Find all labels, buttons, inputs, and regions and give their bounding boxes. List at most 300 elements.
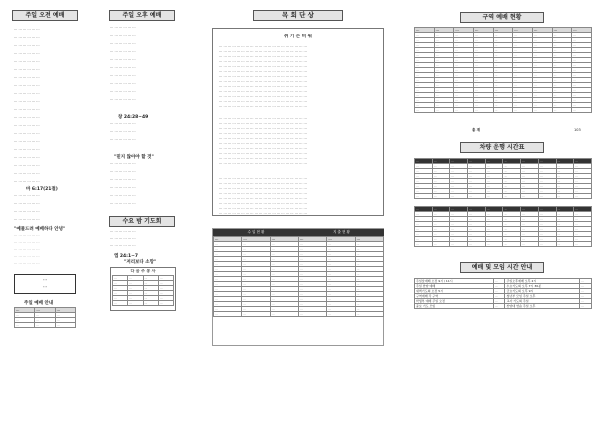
table-cell: ··· <box>493 68 513 73</box>
column-text-line: ··· ··· ··· ··· ··· ··· ··· ··· ··· ··· ··· ··· ··· ··· ··· ··· ··· ··· ··· ··· <box>219 75 307 79</box>
meeting-time: ··· <box>580 299 592 304</box>
table-cell: ··· <box>214 277 242 282</box>
column-text-line: ··· ··· ··· ··· ··· ··· ··· ··· ··· ··· ··· ··· ··· ··· ··· ··· ··· ··· ··· ··· <box>219 177 307 181</box>
table-cell: ··· <box>454 48 474 53</box>
table-cell: ··· <box>552 93 572 98</box>
table-cell: ··· <box>532 98 552 103</box>
meeting-name: 금요기도회 오후 9시 <box>505 289 580 294</box>
table-cell: ··· <box>574 164 592 169</box>
text-line: ··· ··· ··· ··· ··· ··· <box>14 28 40 32</box>
text-line: ··· ··· ··· ··· ··· ··· <box>14 132 40 136</box>
meeting-name: 주일낮예배 오전 9시 / 11시 <box>415 279 494 284</box>
text-line: ··· ··· ··· ··· ··· ··· <box>14 241 40 245</box>
table-cell: ··· <box>242 267 270 272</box>
table-cell: ··· <box>270 257 298 262</box>
table-cell: ··· <box>513 48 533 53</box>
table-cell: ··· <box>415 53 435 58</box>
table-cell: ··· <box>454 43 474 48</box>
column-text-line: ··· ··· ··· ··· ··· ··· ··· ··· ··· ··· ··· ··· ··· ··· ··· ··· ··· ··· ··· ··· <box>219 132 307 136</box>
table-cell: ··· <box>450 232 468 237</box>
text-line: ··· ··· ··· ··· ··· ··· <box>14 218 40 222</box>
table-cell: ··· <box>454 108 474 113</box>
table-cell: ··· <box>327 272 355 277</box>
table-cell: ··· <box>450 159 468 164</box>
table-cell: ··· <box>521 242 539 247</box>
text-line: ··· ··· ··· ··· ··· ··· <box>14 262 40 266</box>
table-cell: ··· <box>242 272 270 277</box>
table-cell: ··· <box>473 63 493 68</box>
meeting-times-header: 예배 및 모임 시간 안내 <box>460 262 544 273</box>
table-cell: ··· <box>450 184 468 189</box>
table-cell: ··· <box>434 53 454 58</box>
table-cell: ··· <box>556 169 574 174</box>
table-cell: ··· <box>214 282 242 287</box>
table-cell: ··· <box>503 164 521 169</box>
column-text-line: ··· ··· ··· ··· ··· ··· ··· ··· ··· ··· ··· ··· ··· ··· ··· ··· ··· ··· ··· ··· <box>219 117 307 121</box>
text-line: ··· ··· ··· ··· ··· ··· <box>110 74 136 78</box>
table-cell: ··· <box>485 164 503 169</box>
table-cell: ··· <box>242 312 270 317</box>
table-cell: ··· <box>485 194 503 199</box>
vehicle-schedule-header: 차량 운행 시간표 <box>460 142 544 153</box>
table-cell: ··· <box>450 242 468 247</box>
table-cell: ··· <box>242 292 270 297</box>
table-cell: ··· <box>503 179 521 184</box>
table-cell: ··· <box>532 88 552 93</box>
table-cell: ··· <box>552 28 572 33</box>
table-cell: ··· <box>493 43 513 48</box>
table-cell: ··· <box>415 189 433 194</box>
text-line: ··· ··· ··· ··· ··· ··· <box>14 248 40 252</box>
table-cell: ··· <box>113 281 128 286</box>
table-cell: ··· <box>556 159 574 164</box>
text-line: ··· ··· ··· ··· ··· ··· <box>14 202 40 206</box>
table-cell: ··· <box>415 217 433 222</box>
table-cell: ··· <box>521 179 539 184</box>
table-cell: ··· <box>521 207 539 212</box>
table-cell: ··· <box>521 222 539 227</box>
table-cell: ··· <box>415 48 435 53</box>
meeting-name: 찬양대 연습 주일 오후 <box>505 304 580 309</box>
table-cell: ··· <box>214 297 242 302</box>
table-cell: ··· <box>574 232 592 237</box>
table-cell: ··· <box>503 189 521 194</box>
table-cell: ··· <box>473 38 493 43</box>
table-cell: ··· <box>415 242 433 247</box>
table-cell: ··· <box>572 78 592 83</box>
wednesday-scripture: 엡 24:1~7 <box>114 254 139 259</box>
table-cell: ··· <box>113 301 128 306</box>
table-cell: ··· <box>270 272 298 277</box>
sunday-service-times-box <box>14 274 76 294</box>
table-cell: ··· <box>242 282 270 287</box>
table-cell: ··· <box>214 272 242 277</box>
table-cell: ··· <box>158 281 173 286</box>
table-cell: ··· <box>468 179 486 184</box>
table-cell: ··· <box>493 83 513 88</box>
meeting-name: 수요기도회 오후 7시 30분 <box>505 284 580 289</box>
table-cell: ··· <box>450 169 468 174</box>
table-cell: ··· <box>434 38 454 43</box>
table-cell: ··· <box>327 247 355 252</box>
table-cell: ··· <box>572 33 592 38</box>
table-cell: ··· <box>513 38 533 43</box>
column-text-line: ··· ··· ··· ··· ··· ··· ··· ··· ··· ··· ··· ··· ··· ··· ··· ··· ··· ··· ··· ··· <box>219 105 307 109</box>
table-cell: ··· <box>556 212 574 217</box>
column-text-line: ··· ··· ··· ··· ··· ··· ··· ··· ··· ··· ··· ··· ··· ··· ··· ··· ··· ··· ··· ··· <box>219 122 307 126</box>
table-cell: ··· <box>242 287 270 292</box>
pastor-column-box <box>212 28 384 216</box>
table-cell: ··· <box>532 108 552 113</box>
table-cell: ··· <box>513 68 533 73</box>
table-cell: ··· <box>556 189 574 194</box>
table-cell: ··· <box>473 108 493 113</box>
meeting-name: 청년부 모임 주일 오후 <box>505 294 580 299</box>
column-text-line: ··· ··· ··· ··· ··· ··· ··· ··· ··· ··· ··· ··· ··· ··· ··· ··· ··· ··· ··· ··· <box>219 192 307 196</box>
table-cell: ··· <box>556 237 574 242</box>
table-cell: ··· <box>432 159 450 164</box>
sunday-afternoon-sermon-title: "믿지 않아야 할 것" <box>114 155 154 160</box>
table-cell: ··· <box>327 282 355 287</box>
table-cell: ··· <box>468 212 486 217</box>
table-cell: ··· <box>415 38 435 43</box>
table-cell: ··· <box>574 227 592 232</box>
table-cell: ··· <box>113 291 128 296</box>
table-cell: ··· <box>298 247 326 252</box>
table-cell: ··· <box>521 227 539 232</box>
table-cell: ··· <box>532 58 552 63</box>
table-cell: ··· <box>538 237 556 242</box>
text-line: ··· ··· ··· ··· ··· ··· <box>110 237 136 241</box>
text-line: ··· ··· ··· ··· ··· ··· <box>110 194 136 198</box>
table-cell: ··· <box>552 68 572 73</box>
table-cell: ··· <box>503 222 521 227</box>
table-cell: ··· <box>552 103 572 108</box>
text-line: ··· ··· ··· ··· ··· ··· <box>14 172 40 176</box>
table-cell: ··· <box>538 169 556 174</box>
table-cell: ··· <box>454 83 474 88</box>
table-cell: ··· <box>473 43 493 48</box>
table-cell: ··· <box>15 308 35 313</box>
table-cell: ··· <box>242 257 270 262</box>
table-cell: ··· <box>538 194 556 199</box>
table-cell: ··· <box>355 297 383 302</box>
table-cell: ··· <box>468 232 486 237</box>
table-cell: ··· <box>513 33 533 38</box>
table-cell: ··· <box>327 262 355 267</box>
text-line: ··· ··· ··· ··· ··· ··· <box>14 210 40 214</box>
table-cell: ··· <box>415 169 433 174</box>
table-cell: ··· <box>242 307 270 312</box>
table-cell: ··· <box>521 184 539 189</box>
table-cell: ··· <box>572 28 592 33</box>
table-cell: ··· <box>214 302 242 307</box>
district-total-label: 총 계 <box>472 128 480 132</box>
table-cell: ··· <box>270 302 298 307</box>
table-cell: ··· <box>468 184 486 189</box>
table-cell: ··· <box>327 277 355 282</box>
text-line: ··· ··· ··· ··· ··· ··· <box>110 34 136 38</box>
table-cell: ··· <box>574 237 592 242</box>
table-cell: ··· <box>521 232 539 237</box>
table-cell: ··· <box>270 247 298 252</box>
table-cell: ··· <box>468 207 486 212</box>
column-text-line: ··· ··· ··· ··· ··· ··· ··· ··· ··· ··· ··· ··· ··· ··· ··· ··· ··· ··· ··· ··· <box>219 137 307 141</box>
table-cell: ··· <box>503 184 521 189</box>
meeting-time: ··· <box>493 299 505 304</box>
table-cell: ··· <box>214 262 242 267</box>
table-cell: ··· <box>454 73 474 78</box>
table-cell: ··· <box>298 297 326 302</box>
table-cell: ··· <box>143 296 158 301</box>
table-cell: ··· <box>327 257 355 262</box>
sunday-morning-scripture: 마 6:17(21절) <box>26 187 58 192</box>
table-cell: ··· <box>415 222 433 227</box>
table-cell: ··· <box>432 242 450 247</box>
table-cell: ··· <box>450 164 468 169</box>
table-cell: ··· <box>454 78 474 83</box>
table-cell: ··· <box>35 318 55 323</box>
table-cell: ··· <box>415 174 433 179</box>
table-cell: ··· <box>35 308 55 313</box>
table-cell: ··· <box>473 53 493 58</box>
table-cell: ··· <box>552 73 572 78</box>
table-cell: ··· <box>485 189 503 194</box>
table-cell: ··· <box>450 174 468 179</box>
table-cell: ··· <box>432 174 450 179</box>
column-text-line: ··· ··· ··· ··· ··· ··· ··· ··· ··· ··· ··· ··· ··· ··· ··· ··· ··· ··· ··· ··· <box>219 207 307 211</box>
table-cell: ··· <box>298 302 326 307</box>
table-cell: ··· <box>158 286 173 291</box>
table-cell: ··· <box>574 194 592 199</box>
meeting-times-table <box>414 278 592 309</box>
table-cell: ··· <box>468 174 486 179</box>
table-cell: ··· <box>521 217 539 222</box>
text-line: ··· ··· ··· ··· ··· ··· <box>110 162 136 166</box>
table-cell: ··· <box>513 108 533 113</box>
district-service-table <box>414 27 592 113</box>
table-cell: ··· <box>468 159 486 164</box>
next-week-duty-table <box>112 275 174 306</box>
table-cell: ··· <box>503 159 521 164</box>
table-cell: ··· <box>556 184 574 189</box>
column-text-line: ··· ··· ··· ··· ··· ··· ··· ··· ··· ··· ··· ··· ··· ··· ··· ··· ··· ··· ··· ··· <box>219 152 307 156</box>
table-cell: ··· <box>432 179 450 184</box>
text-line: ··· ··· ··· ··· ··· ··· <box>14 44 40 48</box>
text-line: ··· ··· ··· ··· ··· ··· <box>14 148 40 152</box>
text-line: ··· ··· ··· ··· ··· ··· <box>14 234 40 238</box>
table-cell: ··· <box>493 48 513 53</box>
table-cell: ··· <box>493 33 513 38</box>
table-cell: ··· <box>450 207 468 212</box>
table-cell: ··· <box>432 232 450 237</box>
sunday-afternoon-header: 주일 오후 예배 <box>109 10 175 21</box>
table-cell: ··· <box>434 58 454 63</box>
offering-table-title: 수 입 현 황 <box>213 229 299 236</box>
table-cell: ··· <box>298 307 326 312</box>
table-cell: ··· <box>327 297 355 302</box>
table-cell: ··· <box>552 98 572 103</box>
table-cell: ··· <box>434 48 454 53</box>
table-cell: ··· <box>552 78 572 83</box>
table-cell: ··· <box>493 78 513 83</box>
table-cell: ··· <box>538 217 556 222</box>
table-cell: ··· <box>468 242 486 247</box>
service-times-placeholder: ··· <box>43 285 47 289</box>
table-cell: ··· <box>538 227 556 232</box>
table-cell: ··· <box>503 242 521 247</box>
table-cell: ··· <box>473 68 493 73</box>
table-cell: ··· <box>473 73 493 78</box>
meeting-time: ··· <box>580 289 592 294</box>
table-cell: ··· <box>513 78 533 83</box>
text-line: ··· ··· ··· ··· ··· ··· <box>14 100 40 104</box>
column-pastor <box>205 0 393 424</box>
table-cell: ··· <box>485 169 503 174</box>
table-cell: ··· <box>538 222 556 227</box>
table-cell: ··· <box>128 286 143 291</box>
table-cell: ··· <box>355 282 383 287</box>
table-cell: ··· <box>572 43 592 48</box>
table-cell: ··· <box>468 189 486 194</box>
table-cell: ··· <box>532 63 552 68</box>
table-cell: ··· <box>415 232 433 237</box>
table-cell: ··· <box>552 63 572 68</box>
table-cell: ··· <box>493 103 513 108</box>
table-cell: ··· <box>454 93 474 98</box>
table-cell: ··· <box>242 252 270 257</box>
text-line: ··· ··· ··· ··· ··· ··· <box>14 180 40 184</box>
table-cell: ··· <box>55 308 75 313</box>
table-cell: ··· <box>552 48 572 53</box>
table-cell: ··· <box>327 267 355 272</box>
table-cell: ··· <box>242 277 270 282</box>
table-cell: ··· <box>143 286 158 291</box>
table-cell: ··· <box>327 312 355 317</box>
column-text-line: ··· ··· ··· ··· ··· ··· ··· ··· ··· ··· ··· ··· ··· ··· ··· ··· ··· ··· ··· ··· <box>219 157 307 161</box>
table-cell: ··· <box>242 242 270 247</box>
table-cell: ··· <box>128 301 143 306</box>
table-cell: ··· <box>242 247 270 252</box>
table-cell: ··· <box>327 252 355 257</box>
table-cell: ··· <box>355 307 383 312</box>
table-row <box>415 108 592 113</box>
table-cell: ··· <box>538 207 556 212</box>
table-cell: ··· <box>454 38 474 43</box>
table-cell: ··· <box>473 83 493 88</box>
table-cell: ··· <box>143 291 158 296</box>
text-line: ··· ··· ··· ··· ··· ··· <box>14 164 40 168</box>
meeting-time: ··· <box>493 289 505 294</box>
table-cell: ··· <box>503 237 521 242</box>
table-cell: ··· <box>327 237 355 242</box>
table-cell: ··· <box>521 174 539 179</box>
table-cell: ··· <box>473 88 493 93</box>
table-cell: ··· <box>355 302 383 307</box>
table-cell: ··· <box>214 257 242 262</box>
table-cell: ··· <box>298 267 326 272</box>
column-text-line: ··· ··· ··· ··· ··· ··· ··· ··· ··· ··· ··· ··· ··· ··· ··· ··· ··· ··· ··· ··· <box>219 187 307 191</box>
table-cell: ··· <box>493 88 513 93</box>
table-cell: ··· <box>556 174 574 179</box>
table-cell: ··· <box>574 212 592 217</box>
service-times-placeholder: ··· <box>43 278 47 282</box>
sunday-afternoon-scripture: 창 24:28~49 <box>118 115 149 120</box>
table-cell: ··· <box>113 276 128 281</box>
table-cell: ··· <box>415 93 435 98</box>
table-cell: ··· <box>572 108 592 113</box>
table-cell: ··· <box>143 301 158 306</box>
table-cell: ··· <box>298 277 326 282</box>
table-cell: ··· <box>485 207 503 212</box>
table-cell: ··· <box>415 194 433 199</box>
column-district <box>412 0 594 424</box>
table-cell: ··· <box>485 242 503 247</box>
wednesday-service-header: 수요 밤 기도회 <box>109 216 175 227</box>
table-cell: ··· <box>15 318 35 323</box>
table-cell: ··· <box>432 212 450 217</box>
table-cell: ··· <box>556 222 574 227</box>
text-line: ··· ··· ··· ··· ··· ··· <box>110 26 136 30</box>
table-cell: ··· <box>552 43 572 48</box>
table-cell: ··· <box>521 237 539 242</box>
table-cell: ··· <box>485 159 503 164</box>
table-cell: ··· <box>572 53 592 58</box>
table-cell: ··· <box>532 83 552 88</box>
table-row <box>415 194 592 199</box>
table-cell: ··· <box>35 313 55 318</box>
table-cell: ··· <box>434 88 454 93</box>
table-cell: ··· <box>434 63 454 68</box>
table-cell: ··· <box>415 43 435 48</box>
table-cell: ··· <box>355 237 383 242</box>
sunday-morning-header: 주일 오전 예배 <box>12 10 78 21</box>
table-cell: ··· <box>270 242 298 247</box>
column-text-line: ··· ··· ··· ··· ··· ··· ··· ··· ··· ··· ··· ··· ··· ··· ··· ··· ··· ··· ··· ··· <box>219 90 307 94</box>
table-cell: ··· <box>432 222 450 227</box>
table-cell: ··· <box>513 103 533 108</box>
table-cell: ··· <box>521 169 539 174</box>
table-cell: ··· <box>473 103 493 108</box>
table-cell: ··· <box>556 194 574 199</box>
table-cell: ··· <box>552 108 572 113</box>
table-row <box>15 323 76 328</box>
column-sunday-morning <box>10 0 80 424</box>
column-text-line: ··· ··· ··· ··· ··· ··· ··· ··· ··· ··· ··· ··· ··· ··· ··· ··· ··· ··· ··· ··· <box>219 70 307 74</box>
district-total-value: 103 <box>574 128 581 132</box>
text-line: ··· ··· ··· ··· ··· ··· <box>14 84 40 88</box>
text-line: ··· ··· ··· ··· ··· ··· <box>14 68 40 72</box>
table-cell: ··· <box>473 93 493 98</box>
column-text-line: ··· ··· ··· ··· ··· ··· ··· ··· ··· ··· ··· ··· ··· ··· ··· ··· ··· ··· ··· ··· <box>219 85 307 89</box>
table-cell: ··· <box>454 88 474 93</box>
table-cell: ··· <box>270 267 298 272</box>
text-line: ··· ··· ··· ··· ··· ··· <box>110 170 136 174</box>
table-cell: ··· <box>552 58 572 63</box>
column-text-line: ··· ··· ··· ··· ··· ··· ··· ··· ··· ··· ··· ··· ··· ··· ··· ··· ··· ··· ··· ··· <box>219 95 307 99</box>
table-cell: ··· <box>242 262 270 267</box>
table-cell: ··· <box>355 267 383 272</box>
table-cell: ··· <box>432 194 450 199</box>
column-text-line: ··· ··· ··· ··· ··· ··· ··· ··· ··· ··· ··· ··· ··· ··· ··· ··· ··· ··· ··· ··· <box>219 142 307 146</box>
table-cell: ··· <box>485 222 503 227</box>
table-cell: ··· <box>532 33 552 38</box>
expense-table-title: 지 출 현 황 <box>299 229 384 236</box>
table-cell: ··· <box>538 232 556 237</box>
offering-table <box>213 236 384 317</box>
offering-report <box>212 228 384 346</box>
table-cell: ··· <box>574 217 592 222</box>
